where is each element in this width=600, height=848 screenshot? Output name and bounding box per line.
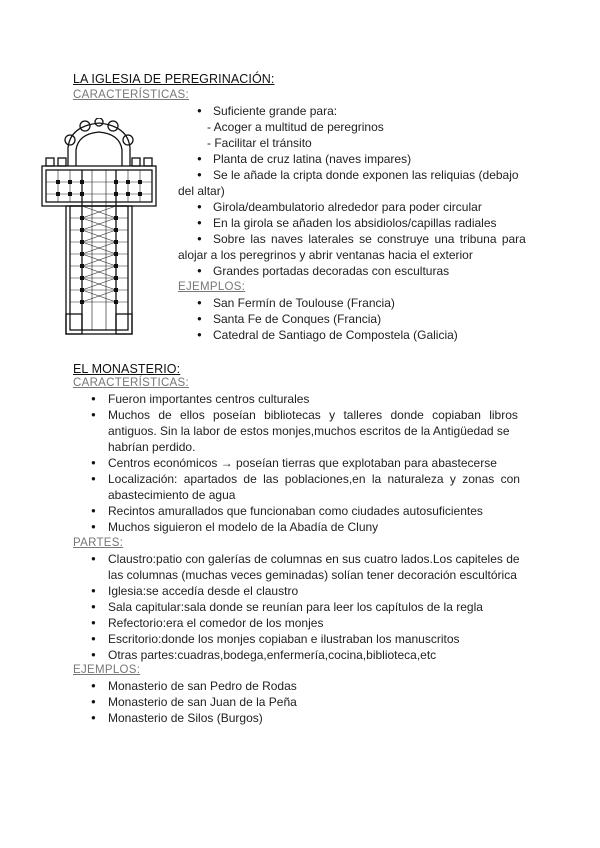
bullet-icon: ● <box>91 506 96 515</box>
list-item: Girola/deambulatorio alrededor para poder circular <box>213 200 482 214</box>
bullet-icon: ● <box>197 330 202 339</box>
list-item: San Fermín de Toulouse (Francia) <box>213 296 395 310</box>
pilgrimage-examples-label: EJEMPLOS: <box>178 281 246 293</box>
bullet-icon: ● <box>197 106 202 115</box>
bullet-icon: ● <box>91 618 96 627</box>
list-item: Planta de cruz latina (naves impares) <box>213 152 412 166</box>
list-item: Se le añade la cripta donde exponen las reliquias (debajo <box>213 168 519 182</box>
bullet-icon: ● <box>91 410 96 419</box>
bullet-icon: ● <box>91 522 96 531</box>
list-item: Muchos de ellos poseían bibliotecas y talleres donde copiaban libros <box>108 408 518 422</box>
list-item: Suficiente grande para: <box>213 104 338 118</box>
list-item: del altar) <box>178 184 225 198</box>
bullet-icon: ● <box>91 458 96 467</box>
bullet-icon: ● <box>197 314 202 323</box>
bullet-icon: ● <box>91 650 96 659</box>
bullet-icon: ● <box>197 266 202 275</box>
list-item: - Facilitar el tránsito <box>207 136 312 150</box>
list-item: Iglesia:se accedía desde el claustro <box>108 584 299 598</box>
monastery-section-title: EL MONASTERIO: <box>73 362 181 376</box>
list-item: Santa Fe de Conques (Francia) <box>213 312 382 326</box>
list-item: Sobre las naves laterales se construye una tribuna para <box>213 232 526 246</box>
list-item: habrían perdido. <box>108 440 196 454</box>
list-item: Catedral de Santiago de Compostela (Galicia) <box>213 328 458 342</box>
bullet-icon: ● <box>91 474 96 483</box>
bullet-icon: ● <box>91 713 96 722</box>
bullet-icon: ● <box>91 681 96 690</box>
list-item: las columnas (muchas veces geminadas) solían tener decoración escultórica <box>108 568 517 582</box>
church-floor-plan-image <box>40 118 158 340</box>
list-item: Escritorio:donde los monjes copiaban e ilustraban los manuscritos <box>108 632 460 646</box>
list-item: Recintos amurallados que funcionaban como ciudades autosuficientes <box>108 504 483 518</box>
bullet-icon: ● <box>91 394 96 403</box>
list-item: Otras partes:cuadras,bodega,enfermería,cocina,biblioteca,etc <box>108 648 437 662</box>
list-item: Localización: apartados de las poblaciones,en la naturaleza y zonas con <box>108 472 520 486</box>
list-item: alojar a los peregrinos y abrir ventanas hacia el exterior <box>178 248 473 262</box>
list-item: Sala capitular:sala donde se reunían para leer los capítulos de la regla <box>108 600 483 614</box>
list-item: Fueron importantes centros culturales <box>108 392 310 406</box>
bullet-icon: ● <box>91 554 96 563</box>
pilgrimage-characteristics-label: CARACTERÍSTICAS: <box>73 89 189 101</box>
bullet-icon: ● <box>197 298 202 307</box>
list-item: Grandes portadas decoradas con esculturas <box>213 264 450 278</box>
bullet-icon: ● <box>91 634 96 643</box>
pilgrimage-section-title: LA IGLESIA DE PEREGRINACIÓN: <box>73 72 275 86</box>
list-item: Centros económicos → poseían tierras que explotaban para abastecerse <box>108 456 497 470</box>
list-item: En la girola se añaden los absidiolos/capillas radiales <box>213 216 497 230</box>
bullet-icon: ● <box>91 697 96 706</box>
list-item: abastecimiento de agua <box>108 488 236 502</box>
list-item: Monasterio de san Juan de la Peña <box>108 695 297 709</box>
bullet-icon: ● <box>197 154 202 163</box>
monastery-parts-label: PARTES: <box>73 537 124 549</box>
bullet-icon: ● <box>197 234 202 243</box>
list-item: Claustro:patio con galerías de columnas en sus cuatro lados.Los capiteles de <box>108 552 520 566</box>
bullet-icon: ● <box>91 602 96 611</box>
monastery-examples-label: EJEMPLOS: <box>73 664 141 676</box>
list-item: Refectorio:era el comedor de los monjes <box>108 616 324 630</box>
bullet-icon: ● <box>197 202 202 211</box>
bullet-icon: ● <box>197 170 202 179</box>
bullet-icon: ● <box>197 218 202 227</box>
list-item: Muchos siguieron el modelo de la Abadía de Cluny <box>108 520 379 534</box>
bullet-icon: ● <box>91 586 96 595</box>
list-item: Monasterio de Silos (Burgos) <box>108 711 263 725</box>
list-item: antiguos. Sin la labor de estos monjes,muchos escritos de la Antigüedad se <box>108 424 510 438</box>
monastery-characteristics-label: CARACTERÍSTICAS: <box>73 377 189 389</box>
list-item: Monasterio de san Pedro de Rodas <box>108 679 297 693</box>
list-item: - Acoger a multitud de peregrinos <box>207 120 384 134</box>
